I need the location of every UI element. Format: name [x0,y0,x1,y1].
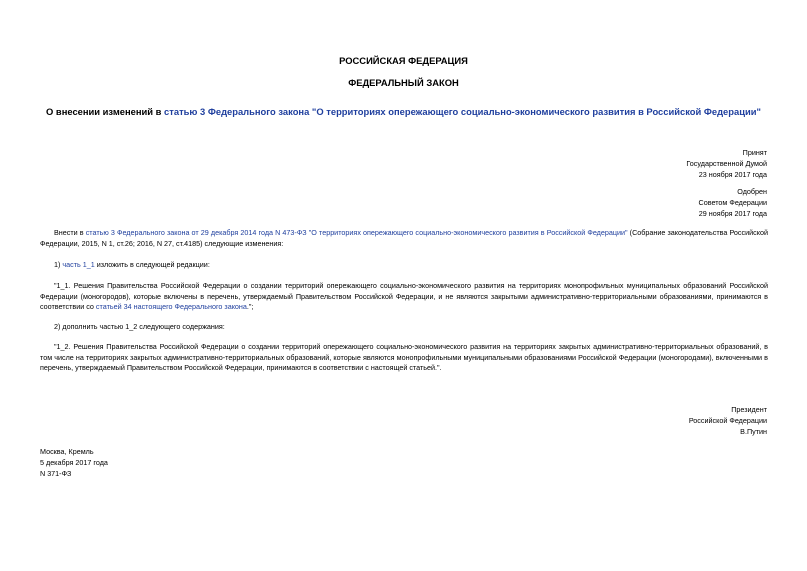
place-line-1: Москва, Кремль [40,447,94,456]
adoption-block [686,147,767,180]
quote-1-text: "1_1. Решения Правительства Российской Федерации о создании территорий опережающего социально-экономического развития на территориях монопрофильных муниципальных образований Российской Федерации (моногородов), которые включены в перечень, утверждаемый Правительством Российской Федерации, и не являются закрытыми административно-территориальными образованиями, принимаются в соответствии со [40,281,768,311]
item-1-suffix: изложить в следующей редакции: [94,260,210,269]
quote-1-link[interactable]: статьей 34 настоящего Федерального закона [95,302,247,311]
law-title-link[interactable]: статью 3 Федерального закона "О территориях опережающего социально-экономического развития в Российской Федерации" [164,106,761,117]
intro-prefix: Внести в [54,228,86,237]
intro-link[interactable]: статью 3 Федерального закона от 29 декабря 2014 года N 473-ФЗ "О территориях опережающего социально-экономического развития в Российской Федерации" [85,228,628,237]
signature-block [689,404,767,437]
intro-suffix: (Собрание законодательства Российской Федерации, 2015, N 1, ст.26; 2016, N 27, ст.4185) следующие изменения: [40,228,768,248]
country-heading: РОССИЙСКАЯ ФЕДЕРАЦИЯ [339,55,468,66]
law-title [30,106,777,117]
place-date-block [40,446,108,479]
approval-line-2: Советом Федерации [698,198,767,207]
doc-type-heading: ФЕДЕРАЛЬНЫЙ ЗАКОН [348,77,459,88]
place-line-2: 5 декабря 2017 года [40,458,108,467]
law-title-prefix: О внесении изменений в [46,106,165,117]
item-1-prefix: 1) [54,260,63,269]
approval-line-3: 29 ноября 2017 года [698,209,767,218]
quote-1-paragraph [40,281,768,313]
item-1 [40,260,768,271]
quote-2-paragraph: "1_2. Решения Правительства Российской Федерации о создании территорий опережающего социально-экономического развития на территориях закрытых административно-территориальных образований, в том числе на территориях закрытых административно-территориальных образований, которые являются монопрофильными муниципальными образованиями Российской Федерации (моногородами), включенными в перечень, утверждаемый Правительством Российской Федерации, принимаются в соответствии с настоящей статьей.". [40,342,768,372]
adoption-line-2: Государственной Думой [686,159,767,168]
signature-line-3: В.Путин [740,427,767,436]
approval-block [699,186,767,219]
intro-paragraph [40,228,768,249]
adoption-line-1: Принят [742,148,767,157]
approval-line-1: Одобрен [737,187,767,196]
item-2: 2) дополнить частью 1_2 следующего содержания: [54,322,225,331]
signature-line-2: Российской Федерации [688,416,767,425]
signature-line-1: Президент [731,405,767,414]
adoption-line-3: 23 ноября 2017 года [698,170,767,179]
place-line-3: N 371-ФЗ [40,469,72,478]
item-1-link[interactable]: часть 1_1 [62,260,95,269]
quote-1-suffix: ."; [246,302,254,311]
